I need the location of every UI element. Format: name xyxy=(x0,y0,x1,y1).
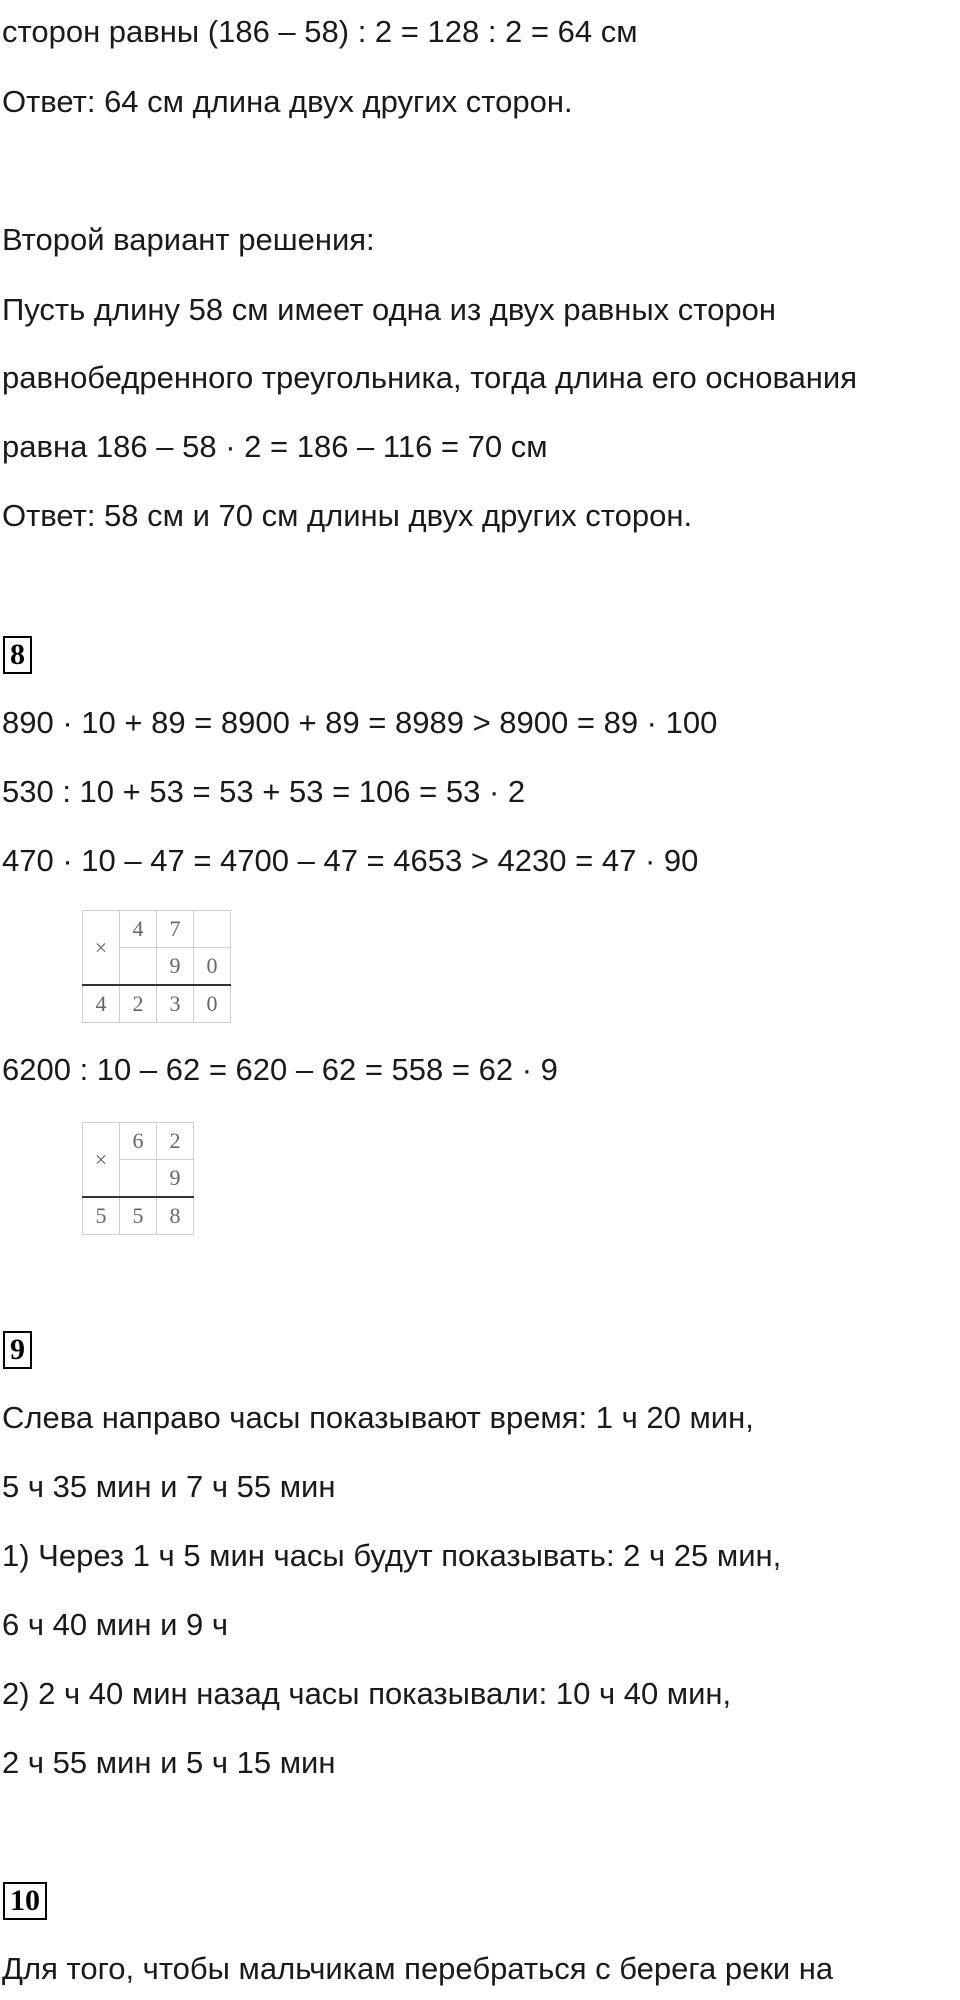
digit-cell: 4 xyxy=(83,985,120,1023)
digit-cell xyxy=(120,1160,157,1198)
text-line: 6200 : 10 – 62 = 620 – 62 = 558 = 62 · 9 xyxy=(2,1052,558,1087)
text-line: 5 ч 35 мин и 7 ч 55 мин xyxy=(2,1469,336,1504)
task-number-10: 10 xyxy=(3,1882,47,1920)
times-sign: × xyxy=(83,911,120,986)
digit-cell: 4 xyxy=(120,911,157,948)
text-line: Ответ: 64 см длина двух других сторон. xyxy=(2,84,573,119)
text-line: Слева направо часы показывают время: 1 ч 20 мин, xyxy=(2,1400,754,1435)
text-line: 470 · 10 – 47 = 4700 – 47 = 4653 > 4230 = 47 · 90 xyxy=(2,843,699,878)
digit-cell: 8 xyxy=(157,1197,194,1235)
multiplication-table-47x90 xyxy=(82,910,231,1023)
text-line: равнобедренного треугольника, тогда длина его основания xyxy=(2,360,858,395)
text-line: 1) Через 1 ч 5 мин часы будут показывать: 2 ч 25 мин, xyxy=(2,1538,782,1573)
text-line: Для того, чтобы мальчикам перебраться с берега реки на xyxy=(2,1951,834,1986)
task-number-8: 8 xyxy=(3,636,32,674)
text-line: 6 ч 40 мин и 9 ч xyxy=(2,1607,229,1642)
digit-cell: 0 xyxy=(194,985,231,1023)
digit-cell: 3 xyxy=(157,985,194,1023)
digit-cell: 5 xyxy=(120,1197,157,1235)
digit-cell: 5 xyxy=(83,1197,120,1235)
text-line: Ответ: 58 см и 70 см длины двух других сторон. xyxy=(2,498,693,533)
text-line: равна 186 – 58 · 2 = 186 – 116 = 70 см xyxy=(2,429,548,464)
text-line: 2 ч 55 мин и 5 ч 15 мин xyxy=(2,1745,336,1780)
digit-cell: 0 xyxy=(194,948,231,986)
digit-cell: 7 xyxy=(157,911,194,948)
digit-cell: 9 xyxy=(157,948,194,986)
times-sign: × xyxy=(83,1123,120,1198)
text-line: 890 · 10 + 89 = 8900 + 89 = 8989 > 8900 = 89 · 100 xyxy=(2,705,718,740)
task-number-9: 9 xyxy=(3,1331,32,1369)
text-line: Второй вариант решения: xyxy=(2,222,375,257)
multiplication-table-62x9 xyxy=(82,1122,194,1235)
digit-cell: 2 xyxy=(120,985,157,1023)
text-line: 530 : 10 + 53 = 53 + 53 = 106 = 53 · 2 xyxy=(2,774,526,809)
digit-cell: 6 xyxy=(120,1123,157,1160)
text-line: 2) 2 ч 40 мин назад часы показывали: 10 ч 40 мин, xyxy=(2,1676,732,1711)
text-line: сторон равны (186 – 58) : 2 = 128 : 2 = 64 см xyxy=(2,14,638,49)
digit-cell xyxy=(120,948,157,986)
digit-cell: 2 xyxy=(157,1123,194,1160)
digit-cell: 9 xyxy=(157,1160,194,1198)
text-line: Пусть длину 58 см имеет одна из двух равных сторон xyxy=(2,292,776,327)
digit-cell xyxy=(194,911,231,948)
